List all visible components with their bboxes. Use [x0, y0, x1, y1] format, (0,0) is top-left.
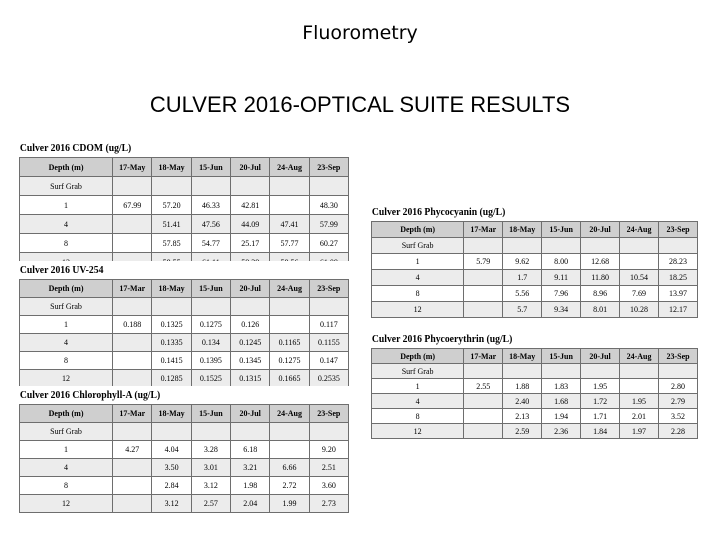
depth-cell: 1	[20, 196, 113, 215]
column-header: 20-Jul	[581, 222, 620, 238]
table-row	[372, 409, 698, 424]
column-header: 24-Aug	[270, 158, 309, 177]
table-row	[372, 238, 698, 254]
table-header-row	[20, 158, 349, 177]
column-header: 17-Mar	[464, 222, 503, 238]
table-row	[20, 316, 349, 334]
table-row	[372, 394, 698, 409]
table-row	[20, 234, 349, 253]
phycocyanin-table	[371, 221, 698, 318]
cdom-panel	[19, 139, 349, 272]
value-cell: 0.2535	[309, 370, 348, 388]
column-header: 23-Sep	[309, 280, 348, 298]
depth-cell: 12	[20, 370, 113, 388]
value-cell	[620, 254, 659, 270]
column-header: 17-Mar	[113, 280, 152, 298]
value-cell: 48.30	[309, 196, 348, 215]
value-cell: 2.28	[659, 424, 698, 439]
value-cell	[113, 234, 152, 253]
value-cell: 2.40	[503, 394, 542, 409]
value-cell: 1.97	[620, 424, 659, 439]
value-cell: 2.13	[503, 409, 542, 424]
column-header: 23-Sep	[309, 405, 348, 423]
value-cell: 1.99	[270, 495, 309, 513]
column-header: 23-Sep	[659, 222, 698, 238]
value-cell: 3.21	[231, 459, 270, 477]
column-header: 15-Jun	[542, 222, 581, 238]
value-cell	[270, 177, 309, 196]
depth-cell: 1	[20, 441, 113, 459]
value-cell: 2.72	[270, 477, 309, 495]
value-cell: 0.1155	[309, 334, 348, 352]
value-cell: 18.25	[659, 270, 698, 286]
value-cell: 2.51	[309, 459, 348, 477]
value-cell: 47.41	[270, 215, 309, 234]
value-cell: 42.81	[231, 196, 270, 215]
value-cell	[270, 316, 309, 334]
phycoerythrin-table	[371, 348, 698, 439]
value-cell: 1.72	[581, 394, 620, 409]
depth-cell: 8	[372, 409, 464, 424]
column-header: 15-Jun	[542, 349, 581, 364]
value-cell: 57.20	[152, 196, 191, 215]
value-cell	[659, 364, 698, 379]
table-row	[20, 459, 349, 477]
value-cell	[231, 423, 270, 441]
value-cell: 4.04	[152, 441, 191, 459]
table-row	[20, 495, 349, 513]
chlorophyll-panel	[19, 386, 349, 513]
value-cell	[464, 302, 503, 318]
value-cell: 6.66	[270, 459, 309, 477]
table-row	[372, 379, 698, 394]
uv254-table	[19, 279, 349, 388]
depth-cell: 4	[372, 270, 464, 286]
value-cell: 12.17	[659, 302, 698, 318]
value-cell	[464, 409, 503, 424]
value-cell	[464, 364, 503, 379]
value-cell: 60.27	[309, 234, 348, 253]
uv254-table-title: Culver 2016 UV-254	[19, 264, 104, 276]
value-cell: 57.77	[270, 234, 309, 253]
value-cell: 9.20	[309, 441, 348, 459]
value-cell: 8.96	[581, 286, 620, 302]
value-cell: 0.1275	[191, 316, 230, 334]
column-header: 15-Jun	[191, 280, 230, 298]
table-row	[20, 196, 349, 215]
value-cell	[191, 423, 230, 441]
value-cell: 2.55	[464, 379, 503, 394]
value-cell: 7.69	[620, 286, 659, 302]
value-cell: 0.1245	[231, 334, 270, 352]
value-cell: 57.99	[309, 215, 348, 234]
depth-cell: Surf Grab	[20, 423, 113, 441]
depth-cell: 8	[20, 234, 113, 253]
value-cell	[542, 238, 581, 254]
depth-cell: 8	[20, 477, 113, 495]
value-cell: 1.94	[542, 409, 581, 424]
column-header: 18-May	[152, 280, 191, 298]
value-cell	[191, 177, 230, 196]
value-cell	[503, 364, 542, 379]
value-cell: 0.117	[309, 316, 348, 334]
table-row	[372, 302, 698, 318]
value-cell: 28.23	[659, 254, 698, 270]
value-cell	[270, 441, 309, 459]
value-cell: 0.1395	[191, 352, 230, 370]
depth-cell: 8	[372, 286, 464, 302]
value-cell	[152, 423, 191, 441]
depth-cell: 4	[372, 394, 464, 409]
value-cell	[113, 459, 152, 477]
value-cell: 0.1525	[191, 370, 230, 388]
value-cell: 0.1165	[270, 334, 309, 352]
value-cell: 0.1335	[152, 334, 191, 352]
depth-cell: 1	[372, 379, 464, 394]
value-cell: 1.95	[620, 394, 659, 409]
column-header: Depth (m)	[20, 405, 113, 423]
value-cell: 3.01	[191, 459, 230, 477]
value-cell: 11.80	[581, 270, 620, 286]
value-cell: 1.84	[581, 424, 620, 439]
value-cell	[113, 177, 152, 196]
value-cell: 10.28	[620, 302, 659, 318]
value-cell	[113, 298, 152, 316]
value-cell	[309, 423, 348, 441]
phycoerythrin-panel	[371, 330, 698, 439]
value-cell	[464, 286, 503, 302]
value-cell: 3.60	[309, 477, 348, 495]
table-row	[20, 441, 349, 459]
cdom-table	[19, 157, 349, 272]
value-cell	[464, 394, 503, 409]
value-cell	[620, 364, 659, 379]
value-cell: 9.34	[542, 302, 581, 318]
value-cell: 0.1665	[270, 370, 309, 388]
uv254-panel	[19, 261, 349, 388]
depth-cell: 12	[372, 424, 464, 439]
column-header: 15-Jun	[191, 405, 230, 423]
value-cell	[503, 238, 542, 254]
value-cell: 46.33	[191, 196, 230, 215]
value-cell	[113, 477, 152, 495]
value-cell: 3.12	[191, 477, 230, 495]
column-header: 24-Aug	[620, 349, 659, 364]
depth-cell: 4	[20, 334, 113, 352]
value-cell	[191, 298, 230, 316]
column-header: 18-May	[503, 222, 542, 238]
value-cell: 54.77	[191, 234, 230, 253]
value-cell: 3.50	[152, 459, 191, 477]
depth-cell: 8	[20, 352, 113, 370]
value-cell: 9.11	[542, 270, 581, 286]
value-cell	[231, 177, 270, 196]
value-cell: 0.1415	[152, 352, 191, 370]
value-cell	[113, 215, 152, 234]
value-cell: 2.59	[503, 424, 542, 439]
column-header: 18-May	[152, 405, 191, 423]
table-row	[20, 334, 349, 352]
value-cell: 3.12	[152, 495, 191, 513]
value-cell	[152, 177, 191, 196]
column-header: Depth (m)	[372, 349, 464, 364]
value-cell: 0.1315	[231, 370, 270, 388]
table-row	[20, 177, 349, 196]
value-cell: 25.17	[231, 234, 270, 253]
column-header: 20-Jul	[581, 349, 620, 364]
value-cell: 1.71	[581, 409, 620, 424]
value-cell	[113, 495, 152, 513]
value-cell	[464, 424, 503, 439]
value-cell	[542, 364, 581, 379]
value-cell	[464, 270, 503, 286]
value-cell	[620, 238, 659, 254]
value-cell: 0.1345	[231, 352, 270, 370]
table-row	[20, 477, 349, 495]
value-cell	[113, 423, 152, 441]
table-header-row	[20, 405, 349, 423]
value-cell: 0.188	[113, 316, 152, 334]
depth-cell: 12	[372, 302, 464, 318]
value-cell: 5.79	[464, 254, 503, 270]
column-header: 20-Jul	[231, 280, 270, 298]
table-row	[20, 352, 349, 370]
depth-cell: 4	[20, 459, 113, 477]
column-header: 23-Sep	[659, 349, 698, 364]
table-row	[372, 286, 698, 302]
column-header: 24-Aug	[620, 222, 659, 238]
table-row	[372, 254, 698, 270]
column-header: 17-Mar	[464, 349, 503, 364]
cdom-table-title: Culver 2016 CDOM (ug/L)	[19, 142, 132, 154]
column-header: Depth (m)	[20, 280, 113, 298]
value-cell	[309, 177, 348, 196]
value-cell: 0.1325	[152, 316, 191, 334]
value-cell: 3.28	[191, 441, 230, 459]
value-cell: 1.83	[542, 379, 581, 394]
table-row	[372, 424, 698, 439]
value-cell: 0.147	[309, 352, 348, 370]
depth-cell: 4	[20, 215, 113, 234]
value-cell: 47.56	[191, 215, 230, 234]
column-header: 18-May	[152, 158, 191, 177]
value-cell	[113, 334, 152, 352]
column-header: 20-Jul	[231, 405, 270, 423]
value-cell	[581, 364, 620, 379]
value-cell: 5.56	[503, 286, 542, 302]
table-header-row	[20, 280, 349, 298]
column-header: 18-May	[503, 349, 542, 364]
column-header: 17-Mar	[113, 405, 152, 423]
chlorophyll-table-title: Culver 2016 Chlorophyll-A (ug/L)	[19, 389, 161, 401]
value-cell	[581, 238, 620, 254]
value-cell: 51.41	[152, 215, 191, 234]
value-cell: 1.88	[503, 379, 542, 394]
value-cell: 67.99	[113, 196, 152, 215]
table-header-row	[372, 349, 698, 364]
value-cell	[620, 379, 659, 394]
column-header: 17-May	[113, 158, 152, 177]
column-header: Depth (m)	[372, 222, 464, 238]
value-cell: 1.98	[231, 477, 270, 495]
value-cell: 2.01	[620, 409, 659, 424]
value-cell: 0.1285	[152, 370, 191, 388]
table-row	[20, 215, 349, 234]
value-cell: 0.126	[231, 316, 270, 334]
depth-cell: Surf Grab	[372, 364, 464, 379]
value-cell	[270, 298, 309, 316]
column-header: 20-Jul	[231, 158, 270, 177]
phycocyanin-panel	[371, 203, 698, 318]
value-cell	[113, 370, 152, 388]
phycocyanin-table-title: Culver 2016 Phycocyanin (ug/L)	[371, 206, 506, 218]
column-header: 23-Sep	[309, 158, 348, 177]
depth-cell: Surf Grab	[20, 177, 113, 196]
value-cell	[270, 196, 309, 215]
depth-cell: Surf Grab	[20, 298, 113, 316]
depth-cell: 1	[20, 316, 113, 334]
column-header: 24-Aug	[270, 405, 309, 423]
value-cell	[231, 298, 270, 316]
value-cell: 2.73	[309, 495, 348, 513]
value-cell: 1.68	[542, 394, 581, 409]
value-cell: 0.134	[191, 334, 230, 352]
value-cell: 6.18	[231, 441, 270, 459]
value-cell	[113, 352, 152, 370]
value-cell: 0.1275	[270, 352, 309, 370]
table-row	[372, 364, 698, 379]
value-cell	[152, 298, 191, 316]
value-cell: 1.95	[581, 379, 620, 394]
value-cell: 9.62	[503, 254, 542, 270]
table-row	[20, 298, 349, 316]
table-row	[20, 423, 349, 441]
table-row	[372, 270, 698, 286]
value-cell: 44.09	[231, 215, 270, 234]
value-cell: 8.01	[581, 302, 620, 318]
table-row	[20, 370, 349, 388]
value-cell	[464, 238, 503, 254]
table-header-row	[372, 222, 698, 238]
value-cell: 5.7	[503, 302, 542, 318]
column-header: Depth (m)	[20, 158, 113, 177]
value-cell	[270, 423, 309, 441]
value-cell	[659, 238, 698, 254]
value-cell: 1.7	[503, 270, 542, 286]
value-cell: 10.54	[620, 270, 659, 286]
value-cell: 57.85	[152, 234, 191, 253]
value-cell: 8.00	[542, 254, 581, 270]
value-cell: 3.52	[659, 409, 698, 424]
value-cell: 2.36	[542, 424, 581, 439]
value-cell: 2.80	[659, 379, 698, 394]
chlorophyll-table	[19, 404, 349, 513]
value-cell: 12.68	[581, 254, 620, 270]
column-header: 24-Aug	[270, 280, 309, 298]
value-cell: 2.79	[659, 394, 698, 409]
value-cell: 2.84	[152, 477, 191, 495]
value-cell: 13.97	[659, 286, 698, 302]
depth-cell: Surf Grab	[372, 238, 464, 254]
slide-title: CULVER 2016-OPTICAL SUITE RESULTS	[149, 92, 571, 117]
value-cell	[309, 298, 348, 316]
phycoerythrin-table-title: Culver 2016 Phycoerythrin (ug/L)	[371, 333, 513, 345]
value-cell: 2.04	[231, 495, 270, 513]
value-cell: 7.96	[542, 286, 581, 302]
value-cell: 2.57	[191, 495, 230, 513]
value-cell: 4.27	[113, 441, 152, 459]
depth-cell: 1	[372, 254, 464, 270]
slide-label: Fluorometry	[302, 22, 418, 44]
column-header: 15-Jun	[191, 158, 230, 177]
depth-cell: 12	[20, 495, 113, 513]
